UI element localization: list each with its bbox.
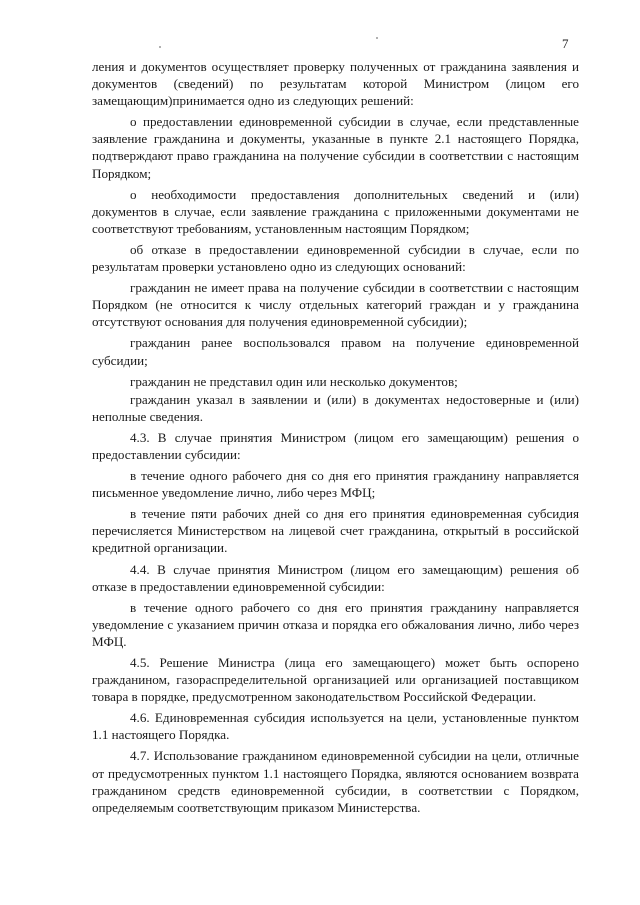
paragraph-section-4-7: 4.7. Использование гражданином единовременной субсидии на цели, отличные от предусмотренных пунктом 1.1 настоящего Порядка, являются основанием возврата гражданином средств единовременной субсидии, в соответствии с Порядком, определяемым соответствующим приказом Министерства. (92, 748, 579, 815)
paragraph: гражданин не представил один или несколько документов; (130, 373, 458, 389)
paragraph-section-4-6: 4.6. Единовременная субсидия используется на цели, установленные пунктом 1.1 настоящего Порядка. (92, 710, 579, 743)
paragraph: в течение пяти рабочих дней со дня его принятия единовременная субсидия перечисляется Министерством на лицевой счет гражданина, открытый в российской кредитной организации. (92, 506, 579, 556)
paragraph: о необходимости предоставления дополнительных сведений и (или) документов в случае, если заявление гражданина с приложенными документами не соответствуют требованиям, установленным настоящим Порядком; (92, 186, 579, 236)
scan-speck (159, 46, 161, 48)
paragraph: в течение одного рабочего со дня его принятия гражданину направляется уведомление с указанием причин отказа и порядка его обжалования лично, либо через МФЦ. (92, 599, 579, 649)
paragraph: гражданин не имеет права на получение субсидии в соответствии с настоящим Порядком (не относится к числу отдельных категорий граждан и у гражданина отсутствуют основания для получения единовременной субсидии); (92, 280, 579, 330)
paragraph-section-4-4: 4.4. В случае принятия Министром (лицом его замещающим) решения об отказе в предоставлении единовременной субсидии: (92, 561, 579, 594)
paragraph-continuation: ления и документов осуществляет проверку полученных от гражданина заявления и документов (сведений) по результатам которой Министром (лицом его замещающим)принимается одно из следующих решений: (92, 59, 579, 109)
paragraph: гражданин ранее воспользовался правом на получение единовременной субсидии; (92, 335, 579, 368)
paragraph: в течение одного рабочего дня со дня его принятия гражданину направляется письменное уведомление лично, либо через МФЦ; (92, 468, 579, 501)
page-number: 7 (562, 36, 569, 51)
scan-speck (376, 37, 378, 39)
paragraph: гражданин указал в заявлении и (или) в документах недостоверные и (или) неполные сведения. (92, 391, 579, 424)
paragraph-section-4-5: 4.5. Решение Министра (лица его замещающего) может быть оспорено гражданином, газораспределительной организацией или организацией поставщиком товара в порядке, предусмотренном законодательством Российской Федерации. (92, 655, 579, 705)
document-body (92, 58, 579, 820)
paragraph: о предоставлении единовременной субсидии в случае, если представленные заявление гражданина и документы, указанные в пункте 2.1 настоящего Порядка, подтверждают право гражданина на получение субсидии в соответствии с настоящим Порядком; (92, 114, 579, 181)
paragraph-section-4-3: 4.3. В случае принятия Министром (лицом его замещающим) решения о предоставлении субсидии: (92, 429, 579, 462)
paragraph: об отказе в предоставлении единовременной субсидии в случае, если по результатам проверки установлено одно из следующих оснований: (92, 241, 579, 275)
